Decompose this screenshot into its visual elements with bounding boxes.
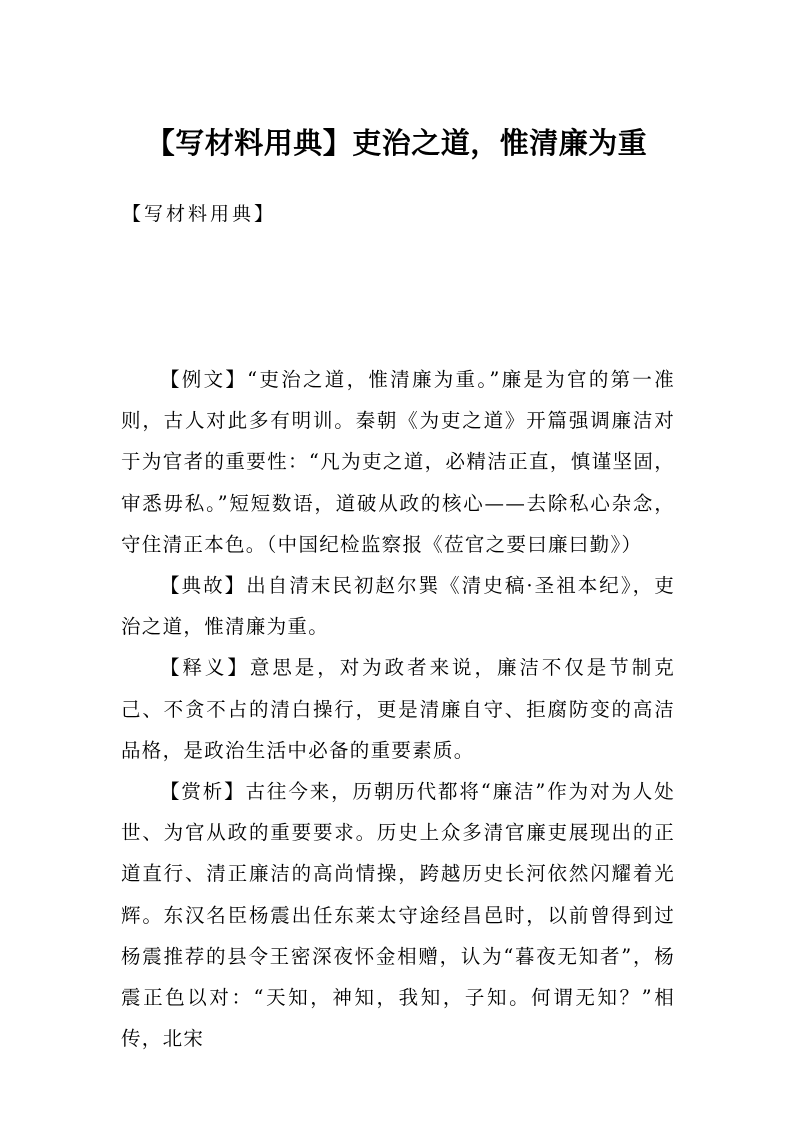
paragraph-tag: 【例文】	[160, 368, 248, 391]
paragraph-text: “吏治之道，惟清廉为重。”廉是为官的第一准则，古人对此多有明训。秦朝《为吏之道》开篇强调廉洁对于为官者的重要性：“凡为吏之道，必精洁正直，慎谨坚固，审悉毋私。”短短数语，道破从政的核心——去除私心杂念，守住清正本色。（中国纪检监察报《莅官之要曰廉曰勤》）	[121, 368, 675, 556]
paragraph-tag: 【典故】	[160, 574, 247, 598]
column-tagline: 【写材料用典】	[122, 203, 277, 225]
paragraph-interpretation	[121, 647, 675, 771]
paragraph-text: 意思是，对为政者来说，廉洁不仅是节制克己、不贪不占的清白操行，更是清廉自守、拒腐防变的高洁品格，是政治生活中必备的重要素质。	[121, 656, 675, 762]
document-title: 【写材料用典】吏治之道，惟清廉为重	[145, 126, 648, 160]
paragraph-appreciation	[121, 771, 675, 1059]
article-body	[121, 359, 675, 1059]
paragraph-tag: 【赏析】	[160, 780, 246, 804]
paragraph-example	[121, 359, 675, 565]
paragraph-allusion	[121, 565, 675, 647]
paragraph-text: 出自清末民初赵尔巽《清史稿·圣祖本纪》，吏治之道，惟清廉为重。	[121, 574, 676, 639]
paragraph-text: 古往今来，历朝历代都将“廉洁”作为对为人处世、为官从政的重要要求。历史上众多清官廉吏展现出的正道直行、清正廉洁的高尚情操，跨越历史长河依然闪耀着光辉。东汉名臣杨震出任东莱太守途经昌邑时，以前曾得到过杨震推荐的县令王密深夜怀金相赠，认为“暮夜无知者”，杨震正色以对：“天知，神知，我知，子知。何谓无知？”相传，北宋	[121, 780, 675, 1051]
paragraph-tag: 【释义】	[160, 656, 250, 680]
